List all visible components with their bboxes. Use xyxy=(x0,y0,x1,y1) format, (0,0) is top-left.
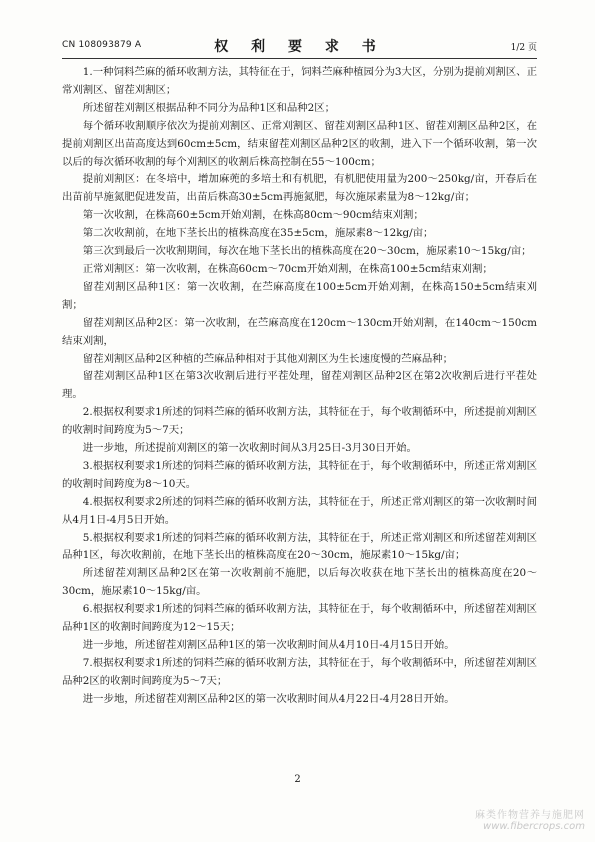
claim-paragraph: 正常刈割区：第一次收割，在株高60cm～70cm开始刈割，在株高100±5cm结束刈割； xyxy=(82,262,493,275)
claim-paragraph: 2.根据权利要求1所述的饲料苎麻的循环收割方法，其特征在于，每个收割循环中，所述提前刈割区的收割时间跨度为5～7天； xyxy=(62,406,537,437)
claim-paragraph: 第三次到最后一次收割期间，每次在地下茎长出的植株高度在20～30cm，施尿素10～15kg/亩； xyxy=(82,245,532,258)
header-divider xyxy=(62,58,537,59)
page-info: 1/2 页 xyxy=(510,43,537,53)
claim-paragraph: 5.根据权利要求1所述的饲料苎麻的循环收割方法，其特征在于，所述正常刈割区和所述留茬刈割区品种1区，每次收割前，在地下茎长出的植株高度在20～30cm，施尿素10～15kg/亩； xyxy=(62,531,537,562)
claim-paragraph: 6.根据权利要求1所述的饲料苎麻的循环收割方法，其特征在于，每个收割循环中，所述留茬刈割区品种1区的收割时间跨度为12～15天； xyxy=(62,603,537,634)
claim-paragraph: 进一步地，所述留茬刈割区品种2区的第一次收割时间从4月22日-4月28日开始。 xyxy=(82,692,455,705)
claim-paragraph: 留茬刈割区品种1区：第一次收割，在苎麻高度在100±5cm开始刈割，在株高150±5cm结束刈割； xyxy=(62,280,537,311)
claim-paragraph: 所述留茬刈割区根据品种不同分为品种1区和品种2区； xyxy=(82,101,336,114)
claim-paragraph: 7.根据权利要求1所述的饲料苎麻的循环收割方法，其特征在于，每个收割循环中，所述留茬刈割区品种2区的收割时间跨度为5～7天； xyxy=(62,656,537,687)
claim-paragraph: 所述留茬刈割区品种2区在第一次收割前不施肥，以后每次收获在地下茎长出的植株高度在20～30cm，施尿素10～15kg/亩。 xyxy=(62,567,537,598)
watermark xyxy=(445,806,585,832)
claim-paragraph: 留茬刈割区品种2区：第一次收割，在苎麻高度在120cm～130cm开始刈割，在140cm～150cm结束刈割， xyxy=(62,316,537,347)
page-number: 2 xyxy=(294,774,301,785)
claim-paragraph: 第二次收割前，在地下茎长出的植株高度在35±5cm，施尿素8～12kg/亩； xyxy=(82,227,434,240)
watermark-site-name: 麻类作物营养与施肥网 xyxy=(475,810,585,821)
publication-number: CN 108093879 A xyxy=(62,40,142,50)
claim-paragraph: 留茬刈割区品种2区种植的苎麻品种相对于其他刈割区为生长速度慢的苎麻品种； xyxy=(82,352,454,365)
claim-paragraph: 4.根据权利要求2所述的饲料苎麻的循环收割方法，其特征在于，所述正常刈割区的第一次收割时间从4月1日-4月5日开始。 xyxy=(62,495,537,526)
claim-paragraph: 3.根据权利要求1所述的饲料苎麻的循环收割方法，其特征在于，每个收割循环中，所述正常刈割区的收割时间跨度为8～10天。 xyxy=(62,459,537,490)
claim-paragraph: 第一次收割，在株高60±5cm开始刈割，在株高80cm～90cm结束刈割； xyxy=(82,209,424,222)
claim-paragraph: 每个循环收割顺序依次为提前刈割区、正常刈割区、留茬刈割区品种1区、留茬刈割区品种2区，在提前刈割区出苗高度达到60cm±5cm，结束留茬刈割区品种2区的收割，进入下一个循环收割，第一次以后的每次循环收割的每个刈割区的收割后株高控制在55～100cm； xyxy=(62,119,537,168)
claim-paragraph: 1.一种饲料苎麻的循环收割方法，其特征在于，饲料苎麻种植园分为3大区，分别为提前刈割区、正常刈割区、留茬刈割区； xyxy=(62,66,537,96)
page-header xyxy=(62,36,537,56)
claim-paragraph: 提前刈割区：在冬培中，增加麻蔸的多培土和有机肥，有机肥使用量为200～250kg/亩，开春后在出苗前早施氮肥促进发苗，出苗后株高30±5cm再施氮肥，每次施尿素量为8～12kg/亩； xyxy=(62,173,537,204)
document-title: 权 利 要 求 书 xyxy=(214,39,385,55)
claim-paragraph: 进一步地，所述留茬刈割区品种1区的第一次收割时间从4月10日-4月15日开始。 xyxy=(82,639,455,651)
claim-paragraph: 留茬刈割区品种1区在第3次收割后进行平茬处理，留茬刈割区品种2区在第2次收割后进行平茬处理。 xyxy=(62,370,537,401)
watermark-url: www.fibercrops.com xyxy=(483,821,585,832)
claims-body xyxy=(62,64,537,709)
claim-paragraph: 进一步地，所述提前刈割区的第一次收割时间从3月25日-3月30日开始。 xyxy=(82,442,417,455)
